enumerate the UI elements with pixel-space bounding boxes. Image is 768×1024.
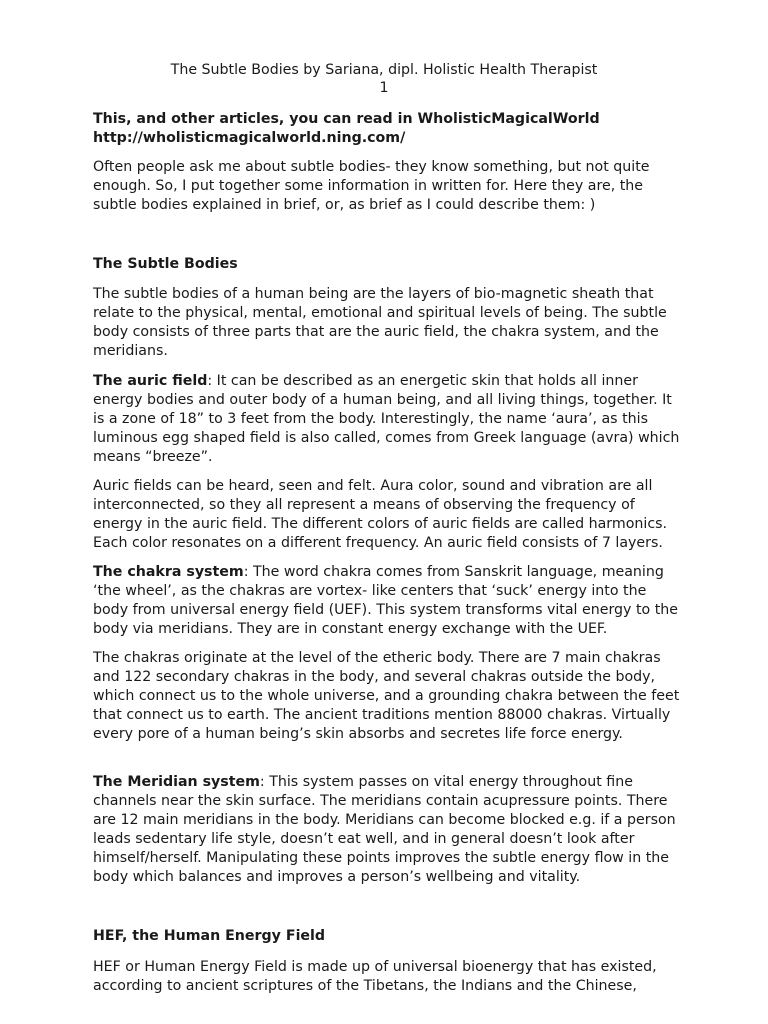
intro-paragraph: Often people ask me about subtle bodies- they know something, but not quite enough. So, I put together some information in written for. Here they are, the subtle bodies explained in brief, or, as brief as I could describe them: ): [93, 159, 650, 213]
paragraph-auric-fields: Auric fields can be heard, seen and felt. Aura color, sound and vibration are all interconnected, so they all represent a means of observing the frequency of energy in the auric field. The different colors of auric fields are called harmonics. Each color resonates on a different frequency. An auric field consists of 7 layers.: [93, 478, 668, 551]
auric-field-text: : It can be described as an energetic skin that holds all inner energy bodies and outer body of a human being, and all living things, together. It is a zone of 18” to 3 feet from the body. Interestingly, the name ‘aura’, as this luminous egg shaped field is also called, comes from Greek language (avra) which means “breeze”.: [93, 373, 680, 465]
term-meridian-system: The Meridian system: [93, 774, 260, 790]
lead-block: [93, 110, 683, 148]
paragraph-chakras: The chakras originate at the level of the etheric body. There are 7 main chakras and 122 secondary chakras in the body, and several chakras outside the body, which connect us to the whole universe, and a grounding chakra between the feet that connect us to earth. The ancient traditions mention 88000 chakras. Virtually every pore of a human being’s skin absorbs and secretes life force energy.: [93, 650, 680, 742]
header-title: The Subtle Bodies by Sariana, dipl. Holistic Health Therapist: [170, 62, 598, 78]
page-header: [0, 61, 768, 97]
site-link[interactable]: http://wholisticmagicalworld.ning.com/: [93, 130, 406, 146]
paragraph-auric-field: [93, 372, 683, 467]
section-heading-hef: HEF, the Human Energy Field: [93, 928, 326, 944]
term-auric-field: The auric field: [93, 373, 208, 389]
term-chakra-system: The chakra system: [93, 564, 244, 580]
paragraph-chakra-system: [93, 563, 683, 639]
paragraph-meridian-system: [93, 773, 683, 887]
paragraph-hef: HEF or Human Energy Field is made up of universal bioenergy that has existed, according to ancient scriptures of the Tibetans, the Indians and the Chinese,: [93, 959, 657, 994]
meridian-system-text: : This system passes on vital energy throughout fine channels near the skin surface. The meridians contain acupressure points. There are 12 main meridians in the body. Meridians can become blocked e.g. if a person leads sedentary life style, doesn’t eat well, and in general doesn’t look after himself/herself. Manipulating these points improves the subtle energy flow in the body which balances and improves a person’s wellbeing and vitality.: [93, 774, 676, 885]
page-number: 1: [379, 80, 389, 96]
chakra-system-text: : The word chakra comes from Sanskrit language, meaning ‘the wheel’, as the chakras are vortex- like centers that ‘suck’ energy into the body from universal energy field (UEF). This system transforms vital energy to the body via meridians. They are in constant energy exchange with the UEF.: [93, 564, 678, 637]
lead-line: This, and other articles, you can read in WholisticMagicalWorld: [93, 111, 600, 127]
paragraph-subtle-bodies: The subtle bodies of a human being are the layers of bio-magnetic sheath that relate to the physical, mental, emotional and spiritual levels of being. The subtle body consists of three parts that are the auric field, the chakra system, and the meridians.: [93, 286, 667, 359]
section-heading-subtle-bodies: The Subtle Bodies: [93, 256, 238, 272]
